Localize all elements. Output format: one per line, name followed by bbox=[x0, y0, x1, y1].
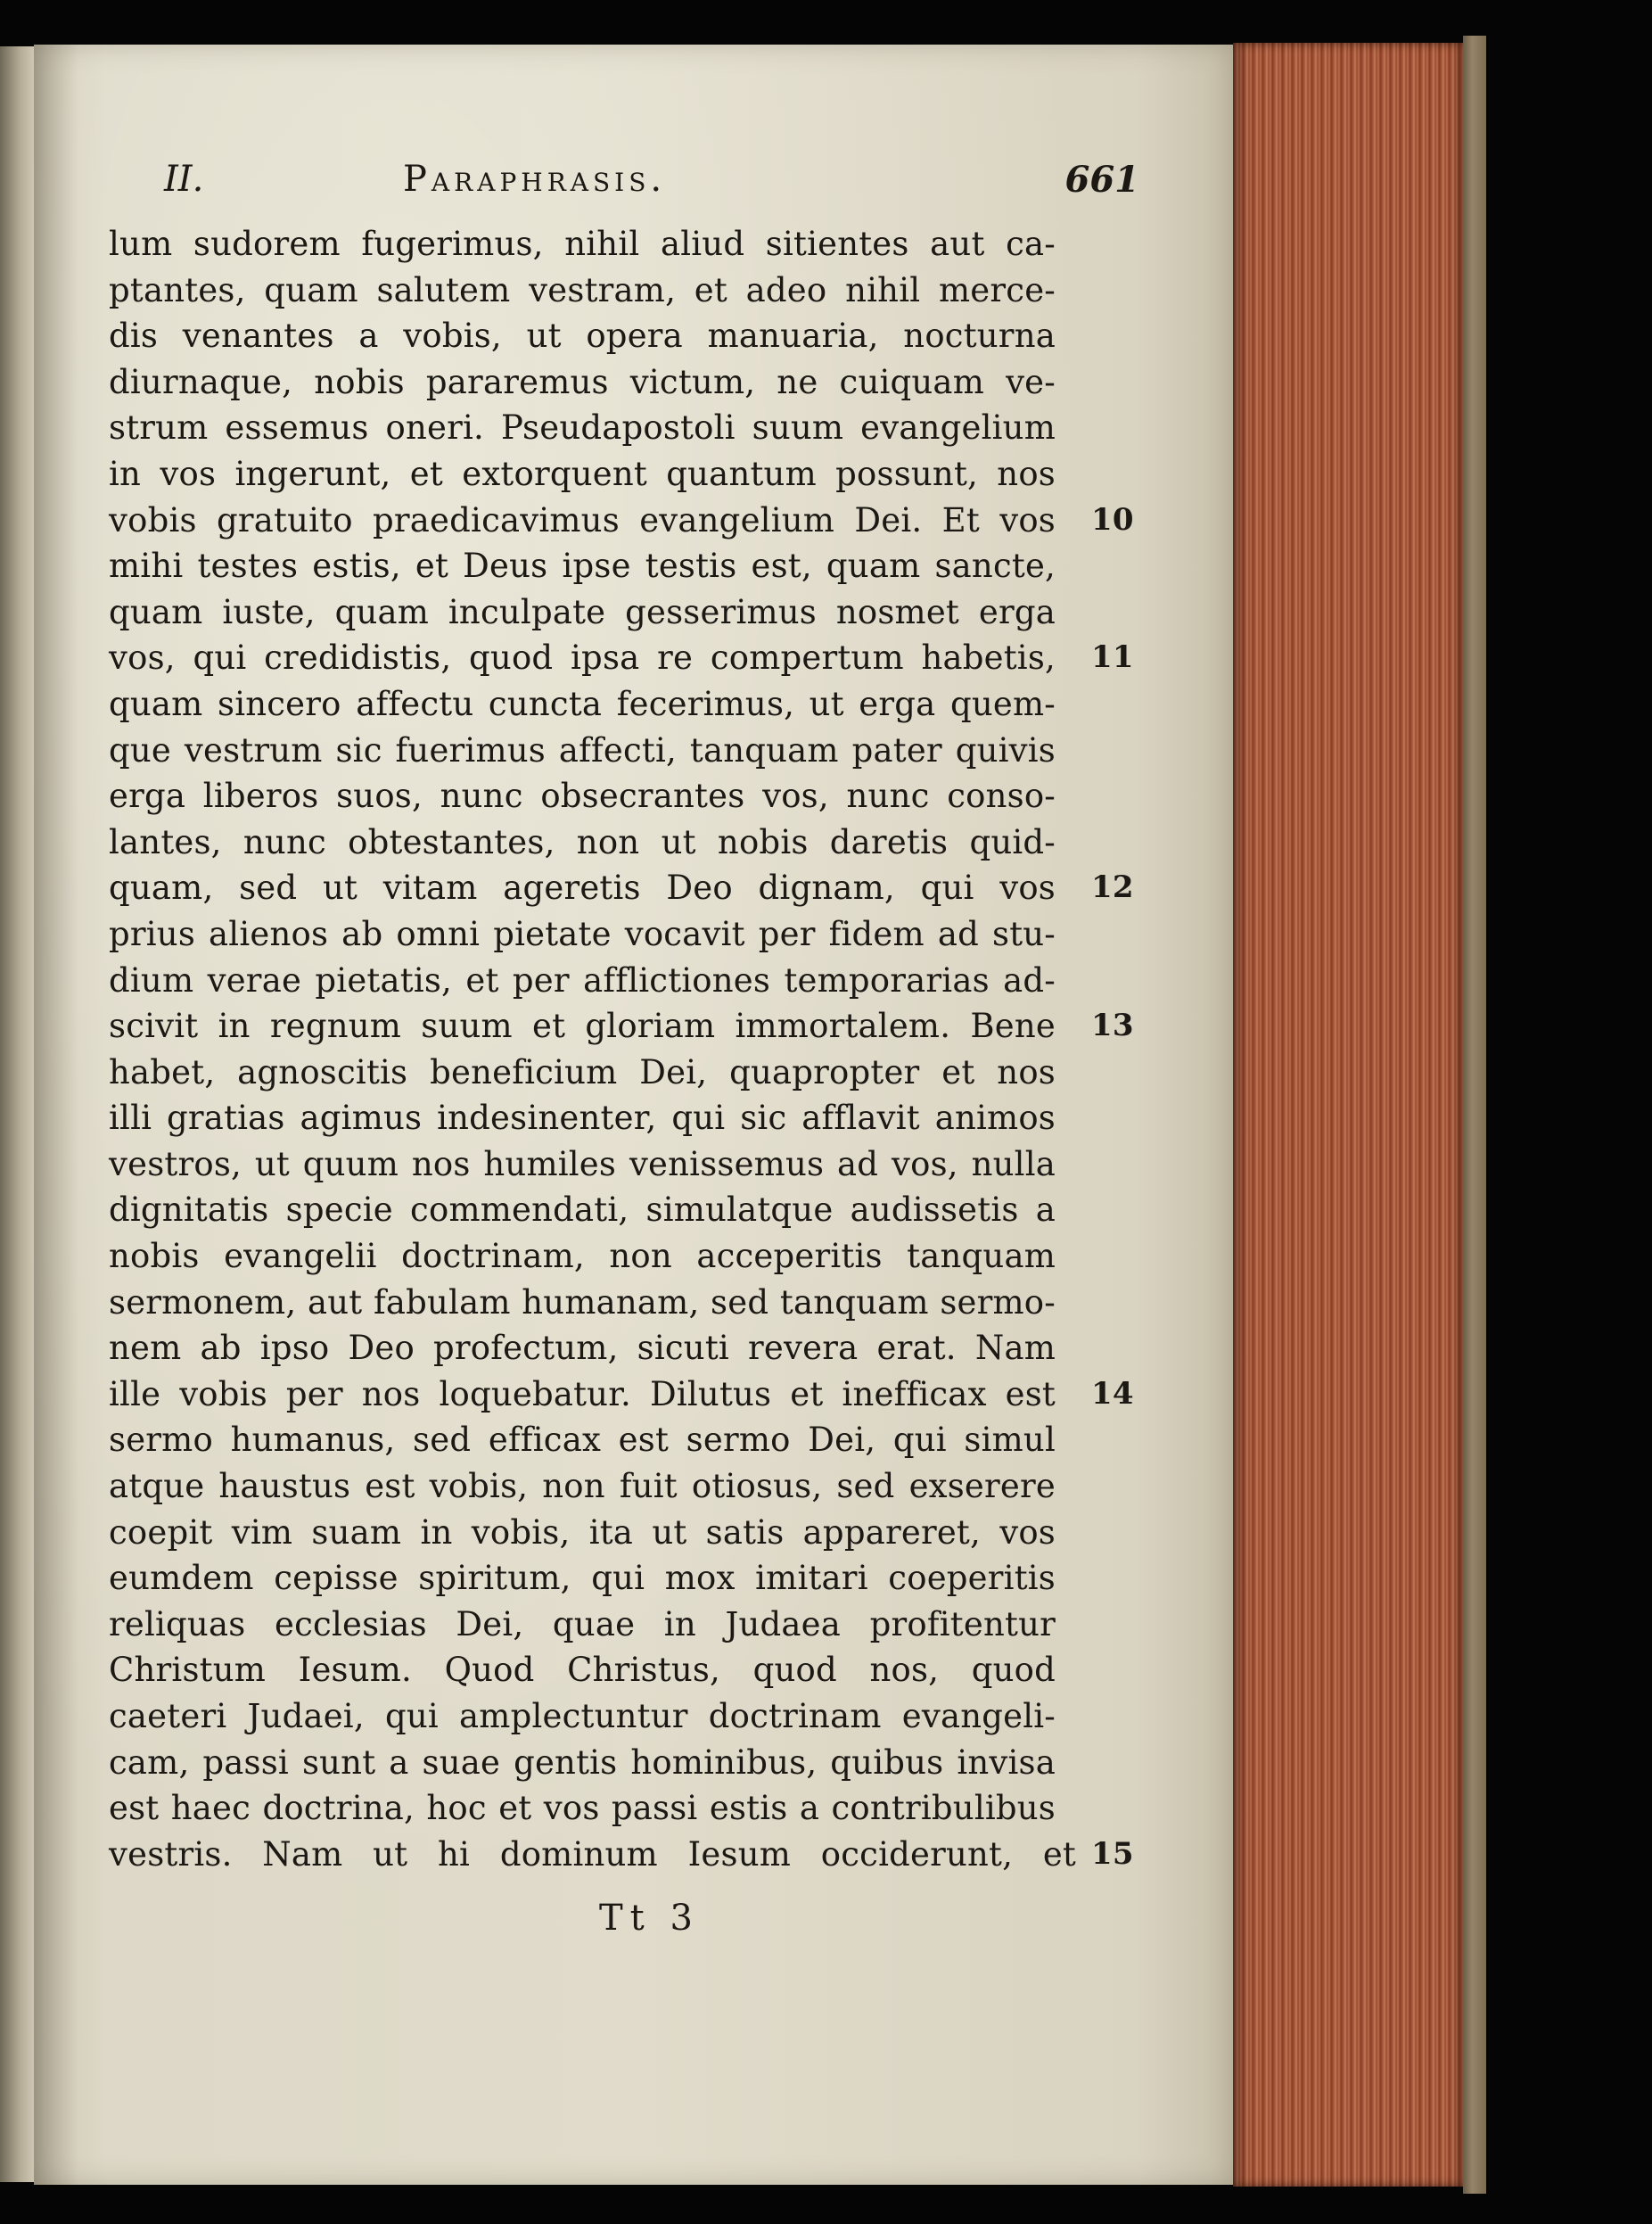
text-line bbox=[109, 635, 1150, 681]
text-block bbox=[109, 159, 1150, 1877]
text-line bbox=[109, 1693, 1150, 1740]
verse-number: 15 bbox=[1091, 1835, 1134, 1872]
page-block-edges bbox=[1233, 43, 1463, 2187]
text-line bbox=[109, 498, 1150, 544]
line-text: illi gratias agimus indesinenter, qui sic afflavit animos bbox=[109, 1099, 1056, 1138]
line-text: scivit in regnum suum et gloriam immortalem. Bene bbox=[109, 1007, 1056, 1046]
text-line bbox=[109, 1555, 1150, 1602]
line-text: coepit vim suam in vobis, ita ut satis appareret, vos bbox=[109, 1512, 1056, 1552]
text-line bbox=[109, 1740, 1150, 1786]
text-line bbox=[109, 405, 1150, 451]
verse-number: 10 bbox=[1091, 501, 1134, 538]
line-text: dis venantes a vobis, ut opera manuaria, nocturna bbox=[109, 317, 1056, 356]
verse-number: 14 bbox=[1091, 1375, 1134, 1412]
line-text: quam, sed ut vitam ageretis Deo dignam, qui vos bbox=[109, 869, 1056, 908]
line-text: sermonem, aut fabulam humanam, sed tanquam sermo- bbox=[109, 1282, 1056, 1322]
text-line bbox=[109, 911, 1150, 958]
running-header bbox=[109, 159, 1150, 221]
line-text: reliquas ecclesias Dei, quae in Judaea profitentur bbox=[109, 1604, 1056, 1643]
line-text: nobis evangelii doctrinam, non acceperitis tanquam bbox=[109, 1237, 1056, 1276]
line-text: vestros, ut quum nos humiles venissemus ad vos, nulla bbox=[109, 1144, 1056, 1183]
text-line bbox=[109, 451, 1150, 498]
verse-number: 11 bbox=[1091, 639, 1134, 676]
text-line bbox=[109, 313, 1150, 359]
text-line bbox=[109, 589, 1150, 636]
text-line bbox=[109, 958, 1150, 1004]
line-text: prius alienos ab omni pietate vocavit per fidem ad stu- bbox=[109, 914, 1056, 953]
line-text: nem ab ipso Deo profectum, sicuti revera erat. Nam bbox=[109, 1329, 1056, 1368]
text-line bbox=[109, 820, 1150, 866]
line-text: Christum Iesum. Quod Christus, quod nos, quod bbox=[109, 1651, 1056, 1690]
text-line bbox=[109, 1785, 1150, 1832]
body-text bbox=[109, 221, 1150, 1877]
text-line bbox=[109, 1003, 1150, 1050]
text-line bbox=[109, 268, 1150, 314]
text-line bbox=[109, 728, 1150, 774]
text-line bbox=[109, 865, 1150, 911]
text-line bbox=[109, 543, 1150, 589]
signature-mark: Tt 3 bbox=[599, 1898, 700, 1939]
text-line bbox=[109, 1463, 1150, 1510]
line-text: cam, passi sunt a suae gentis hominibus, quibus invisa bbox=[109, 1742, 1056, 1782]
line-text: quam sincero affectu cuncta fecerimus, ut erga quem- bbox=[109, 684, 1056, 723]
line-text: erga liberos suos, nunc obsecrantes vos, nunc conso- bbox=[109, 777, 1056, 816]
gutter-shadow bbox=[34, 45, 78, 2185]
text-line bbox=[109, 773, 1150, 820]
text-line bbox=[109, 1187, 1150, 1233]
facing-page-edge bbox=[0, 46, 34, 2182]
text-line bbox=[109, 1280, 1150, 1326]
line-text: dignitatis specie commendati, simulatque audissetis a bbox=[109, 1190, 1056, 1230]
page-number: 661 bbox=[1064, 159, 1139, 201]
text-line bbox=[109, 1602, 1150, 1648]
line-text: ptantes, quam salutem vestram, et adeo nihil merce- bbox=[109, 270, 1056, 309]
line-text: dium verae pietatis, et per afflictiones temporarias ad- bbox=[109, 960, 1056, 1000]
line-text: ille vobis per nos loquebatur. Dilutus et inefficax est bbox=[109, 1374, 1056, 1413]
line-text: lantes, nunc obtestantes, non ut nobis daretis quid- bbox=[109, 822, 1056, 861]
line-text: strum essemus oneri. Pseudapostoli suum evangelium bbox=[109, 408, 1056, 448]
line-text: eumdem cepisse spiritum, qui mox imitari coeperitis bbox=[109, 1559, 1056, 1598]
line-text: habet, agnoscitis beneficium Dei, quapropter et nos bbox=[109, 1052, 1056, 1091]
text-line bbox=[109, 1050, 1150, 1096]
text-line bbox=[109, 1832, 1150, 1878]
line-text: atque haustus est vobis, non fuit otiosus, sed exserere bbox=[109, 1467, 1056, 1506]
line-text: que vestrum sic fuerimus affecti, tanquam pater quivis bbox=[109, 730, 1056, 770]
running-title: Paraphrasis. bbox=[403, 159, 667, 200]
line-text: est haec doctrina, hoc et vos passi estis a contribulibus bbox=[109, 1789, 1056, 1828]
line-text: vos, qui credidistis, quod ipsa re compertum habetis, bbox=[109, 638, 1056, 678]
line-text: caeteri Judaei, qui amplectuntur doctrinam evangeli- bbox=[109, 1697, 1056, 1735]
line-text: quam iuste, quam inculpate gesserimus nosmet erga bbox=[109, 592, 1056, 631]
verse-number: 12 bbox=[1091, 869, 1134, 906]
text-line bbox=[109, 1510, 1150, 1556]
text-line bbox=[109, 1417, 1150, 1463]
verse-number: 13 bbox=[1091, 1008, 1134, 1044]
text-line bbox=[109, 359, 1150, 406]
line-text: diurnaque, nobis pararemus victum, ne cuiquam ve- bbox=[109, 362, 1056, 401]
line-text: lum sudorem fugerimus, nihil aliud sitientes aut ca- bbox=[109, 225, 1056, 263]
cover-edge bbox=[1463, 36, 1486, 2194]
line-text: mihi testes estis, et Deus ipse testis est, quam sancte, bbox=[109, 547, 1056, 586]
text-line bbox=[109, 1095, 1150, 1141]
line-text: vestris. Nam ut hi dominum Iesum occiderunt, et bbox=[109, 1834, 1076, 1874]
text-line bbox=[109, 681, 1150, 728]
text-line bbox=[109, 1233, 1150, 1280]
line-text: vobis gratuito praedicavimus evangelium Dei. Et vos bbox=[109, 500, 1056, 540]
text-line bbox=[109, 1647, 1150, 1693]
line-text: in vos ingerunt, et extorquent quantum possunt, nos bbox=[109, 454, 1056, 493]
text-line bbox=[109, 1141, 1150, 1188]
chapter-number: II. bbox=[164, 159, 204, 200]
text-line bbox=[109, 1325, 1150, 1371]
text-line bbox=[109, 1371, 1150, 1418]
line-text: sermo humanus, sed efficax est sermo Dei, qui simul bbox=[109, 1421, 1056, 1460]
text-line bbox=[109, 221, 1150, 268]
